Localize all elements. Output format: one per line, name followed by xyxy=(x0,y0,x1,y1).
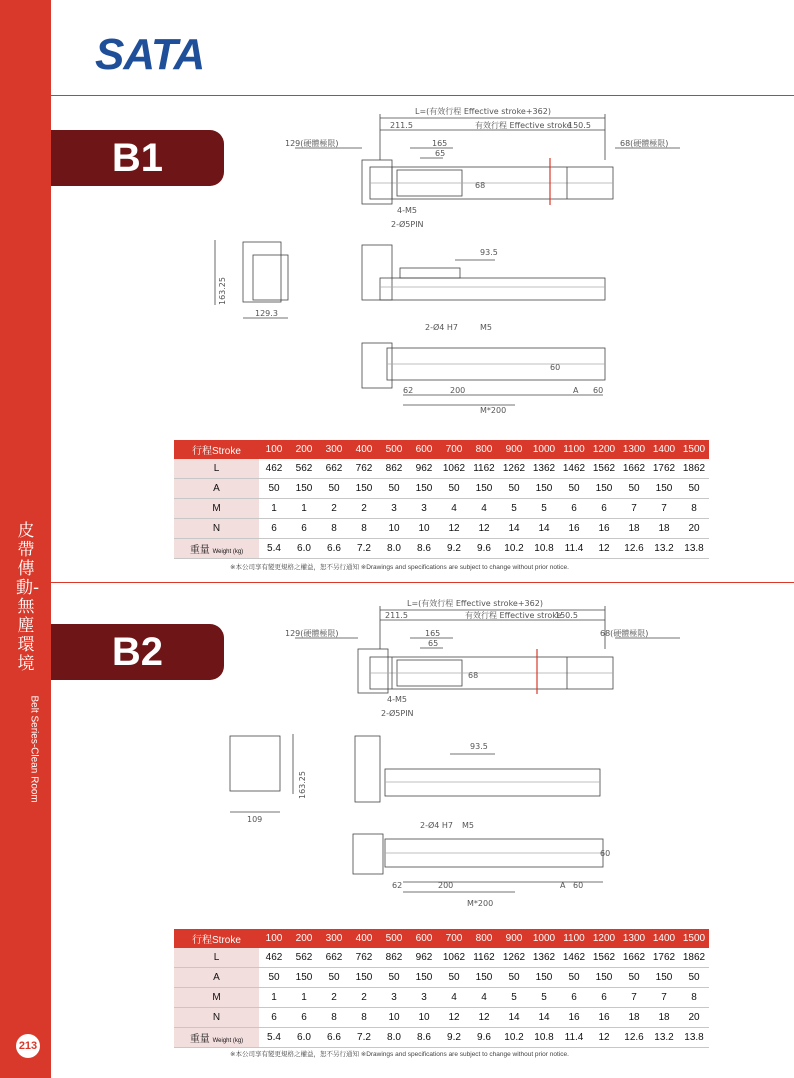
table-cell: 9.6 xyxy=(469,1028,499,1048)
b1-dim-a: A xyxy=(573,386,579,395)
b2-dim-109: 109 xyxy=(247,815,263,824)
b2-dim-163: 163.25 xyxy=(298,771,307,799)
table-cell: 5.4 xyxy=(259,539,289,559)
row-label-text: A xyxy=(213,972,220,983)
table-cell: 2 xyxy=(319,988,349,1008)
table-cell: 862 xyxy=(379,948,409,968)
table-cell: 13.8 xyxy=(679,1028,709,1048)
stroke-cell: 300 xyxy=(319,929,349,948)
table-cell: 16 xyxy=(559,1008,589,1028)
table-row xyxy=(174,479,709,499)
table-cell: 50 xyxy=(559,968,589,988)
table-cell: 1162 xyxy=(469,948,499,968)
b2-dim-hole: 2-Ø4 H7 xyxy=(420,821,454,830)
table-cell: 1562 xyxy=(589,459,619,479)
table-cell: 16 xyxy=(589,519,619,539)
stroke-header: 行程Stroke xyxy=(174,929,259,948)
table-cell: 50 xyxy=(319,479,349,499)
table-cell: 150 xyxy=(529,968,559,988)
b2-dim-a: A xyxy=(560,881,566,890)
b2-dim-m5b: M5 xyxy=(462,821,474,830)
row-label xyxy=(174,1008,259,1028)
table-cell: 8.6 xyxy=(409,1028,439,1048)
brand-logo: SATA xyxy=(95,30,205,79)
stroke-cell: 600 xyxy=(409,929,439,948)
table-cell: 2 xyxy=(319,499,349,519)
table-cell: 10.2 xyxy=(499,1028,529,1048)
stroke-cell: 300 xyxy=(319,440,349,459)
table-cell: 150 xyxy=(529,479,559,499)
table-cell: 1062 xyxy=(439,459,469,479)
row-label-text: N xyxy=(212,1012,221,1023)
row-label xyxy=(174,968,259,988)
table-cell: 13.2 xyxy=(649,1028,679,1048)
b1-dim-165: 165 xyxy=(432,139,448,148)
stroke-cell: 200 xyxy=(289,929,319,948)
table-header-row xyxy=(174,929,709,948)
b2-dim-165: 165 xyxy=(425,629,441,638)
table-cell: 12 xyxy=(439,1008,469,1028)
table-cell: 6.0 xyxy=(289,1028,319,1048)
table-cell: 1662 xyxy=(619,948,649,968)
table-cell: 50 xyxy=(499,968,529,988)
b2-dim-m200: M*200 xyxy=(467,899,494,908)
table-cell: 562 xyxy=(289,948,319,968)
table-cell: 10 xyxy=(409,1008,439,1028)
table-cell: 8 xyxy=(679,499,709,519)
table-cell: 1762 xyxy=(649,948,679,968)
row-label-text: N xyxy=(212,523,221,534)
table-cell: 462 xyxy=(259,948,289,968)
b2-dim-68: 68 xyxy=(468,671,479,680)
table-cell: 150 xyxy=(469,968,499,988)
b2-dim-60v: 60 xyxy=(600,849,611,858)
table-cell: 1762 xyxy=(649,459,679,479)
table-cell: 3 xyxy=(379,988,409,1008)
table-row xyxy=(174,968,709,988)
row-label xyxy=(174,948,259,968)
table-cell: 150 xyxy=(349,968,379,988)
b2-dim-l-formula: L=(有效行程 Effective stroke+362) xyxy=(407,599,543,608)
b2-dim-left-limit: 129(硬體極限) xyxy=(285,629,339,638)
row-label xyxy=(174,499,259,519)
table-cell: 8 xyxy=(319,519,349,539)
table-cell: 150 xyxy=(649,968,679,988)
table-row xyxy=(174,948,709,968)
table-cell: 150 xyxy=(469,479,499,499)
table-row xyxy=(174,988,709,1008)
table-cell: 150 xyxy=(409,968,439,988)
table-cell: 862 xyxy=(379,459,409,479)
table-cell: 1 xyxy=(289,499,319,519)
table-cell: 7 xyxy=(619,988,649,1008)
table-cell: 1662 xyxy=(619,459,649,479)
table-row xyxy=(174,1028,709,1048)
table-cell: 14 xyxy=(529,519,559,539)
table-cell: 5 xyxy=(499,499,529,519)
stroke-cell: 1500 xyxy=(679,929,709,948)
b1-spec-table xyxy=(174,440,709,559)
stroke-cell: 1200 xyxy=(589,440,619,459)
table-cell: 12 xyxy=(469,1008,499,1028)
b2-dim-150: 150.5 xyxy=(555,611,578,620)
b1-dim-150: 150.5 xyxy=(568,121,591,130)
table-cell: 150 xyxy=(589,968,619,988)
stroke-cell: 100 xyxy=(259,929,289,948)
stroke-cell: 1400 xyxy=(649,929,679,948)
b2-dim-m5: 4-M5 xyxy=(387,695,407,704)
stroke-cell: 900 xyxy=(499,929,529,948)
table-cell: 6.6 xyxy=(319,539,349,559)
table-cell: 150 xyxy=(589,479,619,499)
table-cell: 11.4 xyxy=(559,539,589,559)
table-cell: 6 xyxy=(559,988,589,1008)
b2-dim-62: 62 xyxy=(392,881,403,890)
row-label xyxy=(174,519,259,539)
row-label-text: 重量 xyxy=(189,1034,210,1045)
table-cell: 50 xyxy=(259,968,289,988)
table-cell: 662 xyxy=(319,459,349,479)
table-cell: 7.2 xyxy=(349,539,379,559)
table-cell: 8 xyxy=(349,1008,379,1028)
table-cell: 50 xyxy=(259,479,289,499)
table-cell: 5 xyxy=(529,988,559,1008)
table-cell: 8 xyxy=(319,1008,349,1028)
table-cell: 8.6 xyxy=(409,539,439,559)
table-cell: 150 xyxy=(349,479,379,499)
header-divider xyxy=(51,95,794,96)
table-cell: 14 xyxy=(499,519,529,539)
table-header-row xyxy=(174,440,709,459)
table-cell: 1262 xyxy=(499,948,529,968)
table-cell: 6 xyxy=(259,1008,289,1028)
table-cell: 8 xyxy=(349,519,379,539)
table-cell: 5 xyxy=(529,499,559,519)
table-cell: 1 xyxy=(289,988,319,1008)
table-cell: 50 xyxy=(499,479,529,499)
table-cell: 7 xyxy=(649,499,679,519)
table-cell: 10 xyxy=(379,519,409,539)
table-cell: 9.2 xyxy=(439,539,469,559)
table-row xyxy=(174,1008,709,1028)
b2-dim-effective: 有效行程 Effective stroke xyxy=(465,611,562,620)
table-cell: 1262 xyxy=(499,459,529,479)
table-cell: 10.2 xyxy=(499,539,529,559)
row-label xyxy=(174,988,259,1008)
table-cell: 13.8 xyxy=(679,539,709,559)
table-cell: 12.6 xyxy=(619,539,649,559)
model-tag-b2: B2 xyxy=(51,624,224,680)
b1-dim-m5b: M5 xyxy=(480,323,492,332)
stroke-cell: 1000 xyxy=(529,929,559,948)
b1-dim-left-limit: 129(硬體極限) xyxy=(285,139,339,148)
row-label-unit: Weight (kg) xyxy=(212,549,244,555)
table-row xyxy=(174,539,709,559)
stroke-cell: 1400 xyxy=(649,440,679,459)
table-cell: 6 xyxy=(589,988,619,1008)
table-cell: 10 xyxy=(409,519,439,539)
table-cell: 6.0 xyxy=(289,539,319,559)
table-cell: 10.8 xyxy=(529,1028,559,1048)
b1-dim-60v: 60 xyxy=(550,363,561,372)
table-cell: 20 xyxy=(679,519,709,539)
table-cell: 50 xyxy=(439,479,469,499)
table-cell: 3 xyxy=(409,499,439,519)
b2-dim-pin: 2-Ø5PIN xyxy=(381,709,414,718)
table-cell: 150 xyxy=(289,479,319,499)
table-cell: 762 xyxy=(349,459,379,479)
b1-dim-60: 60 xyxy=(593,386,604,395)
b1-dim-211: 211.5 xyxy=(390,121,413,130)
table-cell: 1862 xyxy=(679,948,709,968)
table-cell: 1362 xyxy=(529,459,559,479)
stroke-cell: 500 xyxy=(379,929,409,948)
table-cell: 12 xyxy=(469,519,499,539)
table-cell: 12.6 xyxy=(619,1028,649,1048)
table-cell: 14 xyxy=(499,1008,529,1028)
row-label xyxy=(174,1028,259,1048)
row-label-text: A xyxy=(213,483,220,494)
table-cell: 150 xyxy=(289,968,319,988)
table-cell: 6 xyxy=(559,499,589,519)
table-cell: 462 xyxy=(259,459,289,479)
table-cell: 16 xyxy=(589,1008,619,1028)
row-label-text: L xyxy=(213,463,220,474)
stroke-cell: 400 xyxy=(349,929,379,948)
b1-dim-pin: 2-Ø5PIN xyxy=(391,220,424,229)
table-cell: 4 xyxy=(439,499,469,519)
table-cell: 1562 xyxy=(589,948,619,968)
section-divider xyxy=(51,582,794,583)
table-cell: 18 xyxy=(649,519,679,539)
row-label-text: L xyxy=(213,952,220,963)
table-cell: 1162 xyxy=(469,459,499,479)
table-cell: 11.4 xyxy=(559,1028,589,1048)
table-cell: 50 xyxy=(439,968,469,988)
b2-dim-211: 211.5 xyxy=(385,611,408,620)
table-cell: 3 xyxy=(379,499,409,519)
model-tag-b1: B1 xyxy=(51,130,224,186)
stroke-cell: 1000 xyxy=(529,440,559,459)
table-cell: 12 xyxy=(589,1028,619,1048)
b1-dimension-labels xyxy=(218,106,668,415)
table-cell: 2 xyxy=(349,988,379,1008)
page-number: 213 xyxy=(16,1034,40,1058)
b2-dim-93: 93.5 xyxy=(470,742,488,751)
table-cell: 12 xyxy=(439,519,469,539)
table-cell: 8.0 xyxy=(379,1028,409,1048)
b2-dimension-labels xyxy=(247,598,648,908)
table-cell: 662 xyxy=(319,948,349,968)
b2-note: ※本公司享有變更規格之權益，恕不另行通知 ※Drawings and specifications are subject to change without prior notice. xyxy=(230,1051,569,1058)
b1-dim-65: 65 xyxy=(435,149,446,158)
table-cell: 18 xyxy=(649,1008,679,1028)
table-cell: 1062 xyxy=(439,948,469,968)
table-cell: 9.2 xyxy=(439,1028,469,1048)
table-cell: 50 xyxy=(619,479,649,499)
b2-dim-right-limit: 68(硬體極限) xyxy=(600,629,649,638)
table-cell: 8.0 xyxy=(379,539,409,559)
table-cell: 7 xyxy=(649,988,679,1008)
stroke-cell: 700 xyxy=(439,440,469,459)
stroke-cell: 200 xyxy=(289,440,319,459)
table-cell: 4 xyxy=(439,988,469,1008)
stroke-cell: 1300 xyxy=(619,929,649,948)
b1-dim-62: 62 xyxy=(403,386,414,395)
stroke-cell: 1100 xyxy=(559,929,589,948)
b1-dim-m5: 4-M5 xyxy=(397,206,417,215)
table-cell: 1 xyxy=(259,988,289,1008)
sidebar-title-cn: 皮帶傳動-無塵環境 xyxy=(16,521,40,674)
row-label xyxy=(174,479,259,499)
table-cell: 50 xyxy=(559,479,589,499)
table-cell: 18 xyxy=(619,1008,649,1028)
table-cell: 5 xyxy=(499,988,529,1008)
stroke-cell: 600 xyxy=(409,440,439,459)
stroke-cell: 800 xyxy=(469,440,499,459)
b2-dim-65: 65 xyxy=(428,639,439,648)
b2-spec-table xyxy=(174,929,709,1048)
table-cell: 4 xyxy=(469,499,499,519)
b1-dim-effective: 有效行程 Effective stroke xyxy=(475,121,572,130)
b2-dim-200: 200 xyxy=(438,881,454,890)
table-cell: 7 xyxy=(619,499,649,519)
b2-dim-60: 60 xyxy=(573,881,584,890)
row-label-text: M xyxy=(212,503,221,514)
table-cell: 6 xyxy=(289,519,319,539)
stroke-cell: 400 xyxy=(349,440,379,459)
table-cell: 1862 xyxy=(679,459,709,479)
table-cell: 150 xyxy=(409,479,439,499)
stroke-cell: 1100 xyxy=(559,440,589,459)
b2-technical-drawing xyxy=(175,594,695,919)
table-cell: 18 xyxy=(619,519,649,539)
table-cell: 1 xyxy=(259,499,289,519)
b1-dim-68: 68 xyxy=(475,181,486,190)
row-label-text: 重量 xyxy=(189,545,210,556)
stroke-header: 行程Stroke xyxy=(174,440,259,459)
table-cell: 13.2 xyxy=(649,539,679,559)
table-cell: 3 xyxy=(409,988,439,1008)
stroke-cell: 900 xyxy=(499,440,529,459)
row-label xyxy=(174,459,259,479)
table-cell: 50 xyxy=(319,968,349,988)
stroke-cell: 100 xyxy=(259,440,289,459)
table-cell: 6 xyxy=(259,519,289,539)
table-cell: 9.6 xyxy=(469,539,499,559)
b1-dim-93: 93.5 xyxy=(480,248,498,257)
sidebar-title-en: Belt Series-Clean Room xyxy=(28,695,40,803)
stroke-cell: 1500 xyxy=(679,440,709,459)
table-cell: 50 xyxy=(679,968,709,988)
table-cell: 10 xyxy=(379,1008,409,1028)
b1-dim-right-limit: 68(硬體極限) xyxy=(620,139,669,148)
table-cell: 50 xyxy=(379,479,409,499)
table-cell: 762 xyxy=(349,948,379,968)
table-cell: 14 xyxy=(529,1008,559,1028)
row-label-text: M xyxy=(212,992,221,1003)
table-cell: 6 xyxy=(289,1008,319,1028)
b1-dim-m200: M*200 xyxy=(480,406,507,415)
table-cell: 50 xyxy=(619,968,649,988)
table-cell: 50 xyxy=(379,968,409,988)
table-row xyxy=(174,499,709,519)
stroke-cell: 700 xyxy=(439,929,469,948)
table-cell: 962 xyxy=(409,948,439,968)
stroke-cell: 500 xyxy=(379,440,409,459)
table-cell: 6.6 xyxy=(319,1028,349,1048)
table-cell: 5.4 xyxy=(259,1028,289,1048)
b1-dim-200: 200 xyxy=(450,386,466,395)
b1-note: ※本公司享有變更規格之權益，恕不另行通知 ※Drawings and specifications are subject to change without prior notice. xyxy=(230,564,569,571)
table-cell: 50 xyxy=(679,479,709,499)
table-cell: 10.8 xyxy=(529,539,559,559)
table-cell: 16 xyxy=(559,519,589,539)
table-cell: 8 xyxy=(679,988,709,1008)
table-row xyxy=(174,459,709,479)
table-cell: 962 xyxy=(409,459,439,479)
b1-dim-129: 129.3 xyxy=(255,309,278,318)
table-cell: 12 xyxy=(589,539,619,559)
table-cell: 2 xyxy=(349,499,379,519)
table-cell: 7.2 xyxy=(349,1028,379,1048)
stroke-cell: 1300 xyxy=(619,440,649,459)
table-cell: 6 xyxy=(589,499,619,519)
b1-dim-163: 163.25 xyxy=(218,277,227,305)
table-cell: 20 xyxy=(679,1008,709,1028)
table-cell: 4 xyxy=(469,988,499,1008)
table-cell: 562 xyxy=(289,459,319,479)
table-cell: 150 xyxy=(649,479,679,499)
b1-dim-l-formula: L=(有效行程 Effective stroke+362) xyxy=(415,107,551,116)
stroke-cell: 1200 xyxy=(589,929,619,948)
stroke-cell: 800 xyxy=(469,929,499,948)
b1-technical-drawing xyxy=(175,100,695,425)
row-label-unit: Weight (kg) xyxy=(212,1038,244,1044)
row-label xyxy=(174,539,259,559)
b1-dim-hole: 2-Ø4 H7 xyxy=(425,323,459,332)
table-cell: 1462 xyxy=(559,948,589,968)
table-cell: 1462 xyxy=(559,459,589,479)
table-cell: 1362 xyxy=(529,948,559,968)
table-row xyxy=(174,519,709,539)
